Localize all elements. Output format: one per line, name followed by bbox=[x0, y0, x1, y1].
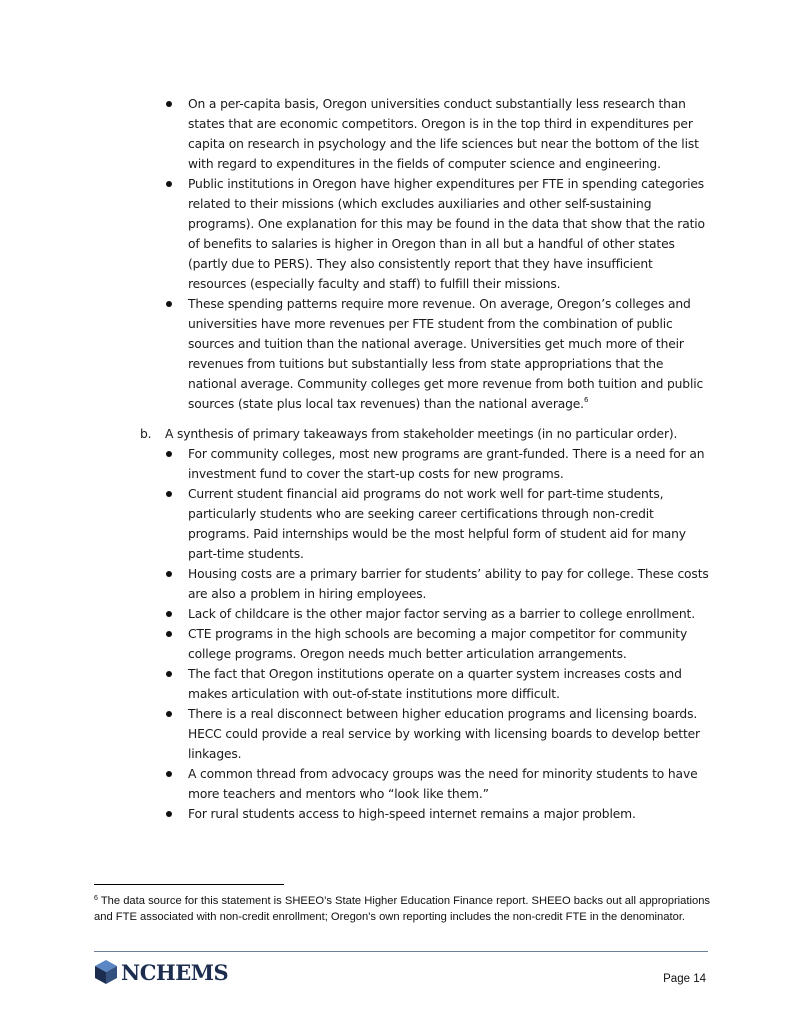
footnote-text: The data source for this statement is SHEEO’s State Higher Education Finance report. SHEEO backs out all appropriations and FTE associated with non-credit enrollment; Oregon's own reporting includes the non-credit FTE in the denominator. bbox=[94, 895, 711, 923]
nchems-logo bbox=[94, 958, 228, 986]
bullet-text: Housing costs are a primary barrier for students’ ability to pay for college. These costs are also a problem in hiring employees. bbox=[188, 567, 709, 601]
bullet-icon bbox=[166, 611, 172, 617]
list-item bbox=[162, 444, 710, 484]
section-a-bullet-list bbox=[162, 94, 710, 414]
section-marker: b. bbox=[140, 427, 152, 441]
bullet-icon bbox=[166, 771, 172, 777]
section-b-bullet-list bbox=[162, 444, 710, 824]
logo-wordmark: NCHEMS bbox=[121, 959, 229, 985]
bullet-text: On a per-capita basis, Oregon universities conduct substantially less research than states that are economic competitors. Oregon is in the top third in expenditures per capita on research in psychology and the life sciences but near the bottom of the list with regard to expenditures in the fields of computer science and engineering. bbox=[188, 97, 699, 171]
bullet-text: Public institutions in Oregon have higher expenditures per FTE in spending categories related to their missions (which excludes auxiliaries and other self-sustaining programs). One explanation for this may be found in the data that show that the ratio of benefits to salaries is higher in Oregon than in all but a handful of other states (partly due to PERS). They also consistently report that they have insufficient resources (especially faculty and staff) to fulfill their missions. bbox=[188, 177, 705, 291]
bullet-text: There is a real disconnect between higher education programs and licensing boards. HECC could provide a real service by working with licensing boards to develop better linkages. bbox=[188, 707, 700, 761]
bullet-icon bbox=[166, 671, 172, 677]
bullet-text: A common thread from advocacy groups was the need for minority students to have more teachers and mentors who “look like them.” bbox=[188, 767, 698, 801]
bullet-icon bbox=[166, 491, 172, 497]
bullet-icon bbox=[166, 631, 172, 637]
bullet-icon bbox=[166, 451, 172, 457]
bullet-icon bbox=[166, 571, 172, 577]
footnote-divider bbox=[94, 884, 284, 885]
bullet-icon bbox=[166, 811, 172, 817]
bullet-icon bbox=[166, 101, 172, 107]
list-item bbox=[162, 604, 710, 624]
section-heading-text: A synthesis of primary takeaways from stakeholder meetings (in no particular order). bbox=[165, 427, 678, 441]
footnote-number: 6 bbox=[94, 895, 98, 902]
bullet-text-with-footnote bbox=[188, 294, 710, 414]
bullet-text: Lack of childcare is the other major factor serving as a barrier to college enrollment. bbox=[188, 607, 695, 621]
bullet-text: For rural students access to high-speed internet remains a major problem. bbox=[188, 807, 636, 821]
bullet-text: For community colleges, most new programs are grant-funded. There is a need for an investment fund to cover the start-up costs for new programs. bbox=[188, 447, 705, 481]
list-item bbox=[162, 174, 710, 294]
bullet-text: The fact that Oregon institutions operate on a quarter system increases costs and makes articulation with out-of-state institutions more difficult. bbox=[188, 667, 682, 701]
list-item bbox=[162, 664, 710, 704]
bullet-text: These spending patterns require more revenue. On average, Oregon’s colleges and universities have more revenues per FTE student from the combination of public sources and tuition than the national average. Universities get much more of their revenues from tuitions but substantially less from state appropriations that the national average. Community colleges get more revenue from both tuition and public sources (state plus local tax revenues) than the national average. bbox=[188, 297, 704, 411]
bullet-icon bbox=[166, 301, 172, 307]
footnote bbox=[94, 893, 710, 925]
list-item bbox=[162, 94, 710, 174]
list-item bbox=[162, 704, 710, 764]
bullet-text: Current student financial aid programs do not work well for part-time students, particularly students who are seeking career certifications through non-credit programs. Paid internships would be the most helpful form of student aid for many part-time students. bbox=[188, 487, 686, 561]
list-item bbox=[162, 294, 710, 414]
list-item bbox=[162, 564, 710, 604]
cube-logo-icon bbox=[94, 959, 118, 985]
page-number: Page 14 bbox=[663, 973, 706, 985]
list-item bbox=[162, 484, 710, 564]
footer-divider bbox=[94, 951, 708, 952]
section-b-heading bbox=[140, 424, 710, 444]
list-item bbox=[162, 764, 710, 804]
footnote-reference[interactable]: 6 bbox=[583, 396, 589, 404]
list-item bbox=[162, 624, 710, 664]
bullet-text: CTE programs in the high schools are becoming a major competitor for community college programs. Oregon needs much better articulation arrangements. bbox=[188, 627, 688, 661]
list-item bbox=[162, 804, 710, 824]
bullet-icon bbox=[166, 181, 172, 187]
bullet-icon bbox=[166, 711, 172, 717]
